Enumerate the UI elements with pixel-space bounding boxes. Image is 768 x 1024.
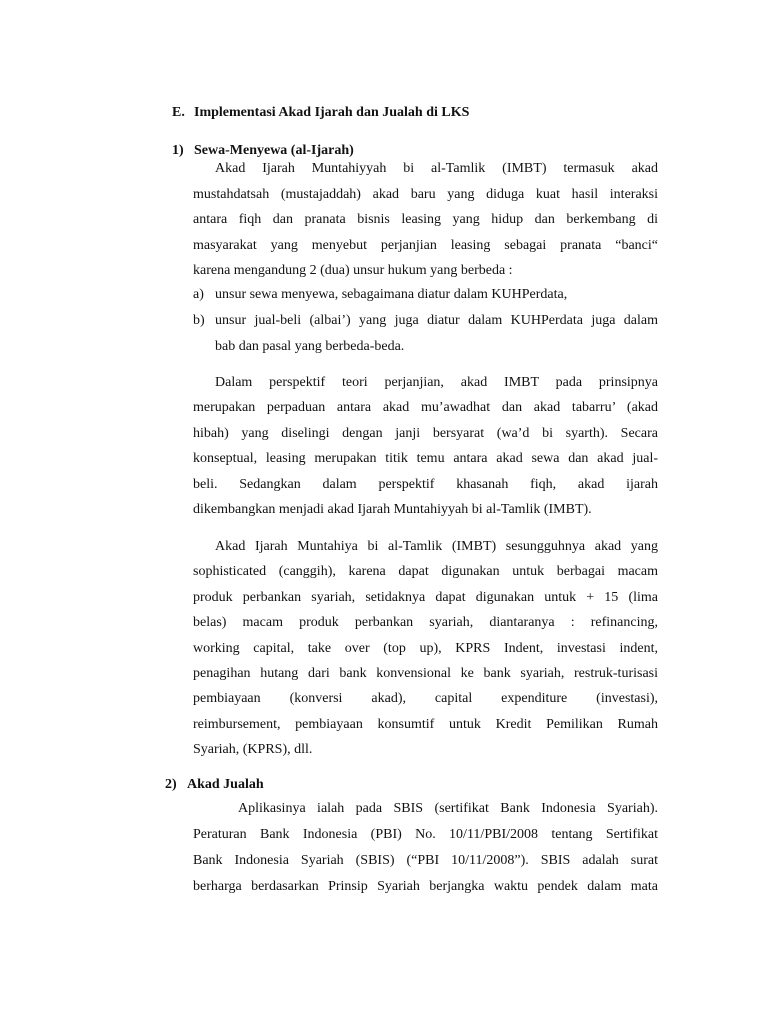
text-line: Aplikasinya ialah pada SBIS (sertifikat Bank Indonesia Syariah). (238, 801, 658, 816)
text-line: hibah) yang diselingi dengan janji bersyarat (wa’d bi syarth). Secara (193, 425, 658, 441)
text-line: produk perbankan syariah, setidaknya dapat digunakan untuk + 15 (lima (193, 589, 658, 605)
text-line: Peraturan Bank Indonesia (PBI) No. 10/11/PBI/2008 tentang Sertifikat (193, 827, 658, 842)
text-line: konseptual, leasing merupakan titik temu antara akad sewa dan akad jual- (193, 451, 658, 467)
text-line: penagihan hutang dari bank konvensional ke bank syariah, restruk-turisasi (193, 666, 658, 681)
text-line: beli. Sedangkan dalam perspektif khasanah fiqh, akad ijarah (193, 476, 658, 492)
text-line: working capital, take over (top up), KPRS Indent, investasi indent, (193, 640, 658, 656)
text-line: mustahdatsah (mustajaddah) akad baru yang diduga kuat hasil interaksi (193, 186, 658, 202)
text-line: Akad Ijarah Muntahiya bi al-Tamlik (IMBT) sesungguhnya akad yang (215, 539, 658, 554)
text-line: dikembangkan menjadi akad Ijarah Muntahiyyah bi al-Tamlik (IMBT). (193, 502, 592, 517)
text-line: Bank Indonesia Syariah (SBIS) (“PBI 10/11/2008”). SBIS adalah surat (193, 853, 658, 868)
text-line: merupakan perpaduan antara akad mu’awadhat dan akad tabarru’ (akad (193, 400, 658, 416)
list-marker: b) (193, 313, 205, 328)
text-line: antara fiqh dan pranata bisnis leasing yang hidup dan berkembang di (193, 212, 658, 227)
list-item-text: unsur jual-beli (albai’) yang juga diatur dalam KUHPerdata juga dalam (215, 313, 658, 328)
section1-number: 1) (172, 143, 184, 158)
heading-title: Implementasi Akad Ijarah dan Jualah di LKS (194, 105, 470, 120)
heading-marker: E. (172, 105, 185, 120)
section1-title: Sewa-Menyewa (al-Ijarah) (194, 143, 354, 158)
list-item-text: bab dan pasal yang berbeda-beda. (215, 339, 405, 354)
text-line: pembiayaan (konversi akad), capital expenditure (investasi), (193, 691, 658, 707)
text-line: belas) macam produk perbankan syariah, diantaranya : refinancing, (193, 615, 658, 631)
text-line: Akad Ijarah Muntahiyyah bi al-Tamlik (IMBT) termasuk akad (215, 161, 658, 176)
text-line: berharga berdasarkan Prinsip Syariah berjangka waktu pendek dalam mata (193, 879, 658, 894)
list-item-text: unsur sewa menyewa, sebagaimana diatur dalam KUHPerdata, (215, 287, 568, 302)
list-marker: a) (193, 287, 204, 302)
section2-number: 2) (165, 777, 177, 792)
section2-title: Akad Jualah (187, 777, 264, 792)
text-line: karena mengandung 2 (dua) unsur hukum yang berbeda : (193, 263, 513, 278)
text-line: Dalam perspektif teori perjanjian, akad IMBT pada prinsipnya (215, 375, 658, 390)
text-line: Syariah, (KPRS), dll. (193, 742, 313, 758)
text-line: reimbursement, pembiayaan konsumtif untuk Kredit Pemilikan Rumah (193, 716, 658, 732)
text-line: masyarakat yang menyebut perjanjian leasing sebagai pranata “banci“ (193, 237, 658, 253)
text-line: sophisticated (canggih), karena dapat digunakan untuk berbagai macam (193, 564, 658, 580)
